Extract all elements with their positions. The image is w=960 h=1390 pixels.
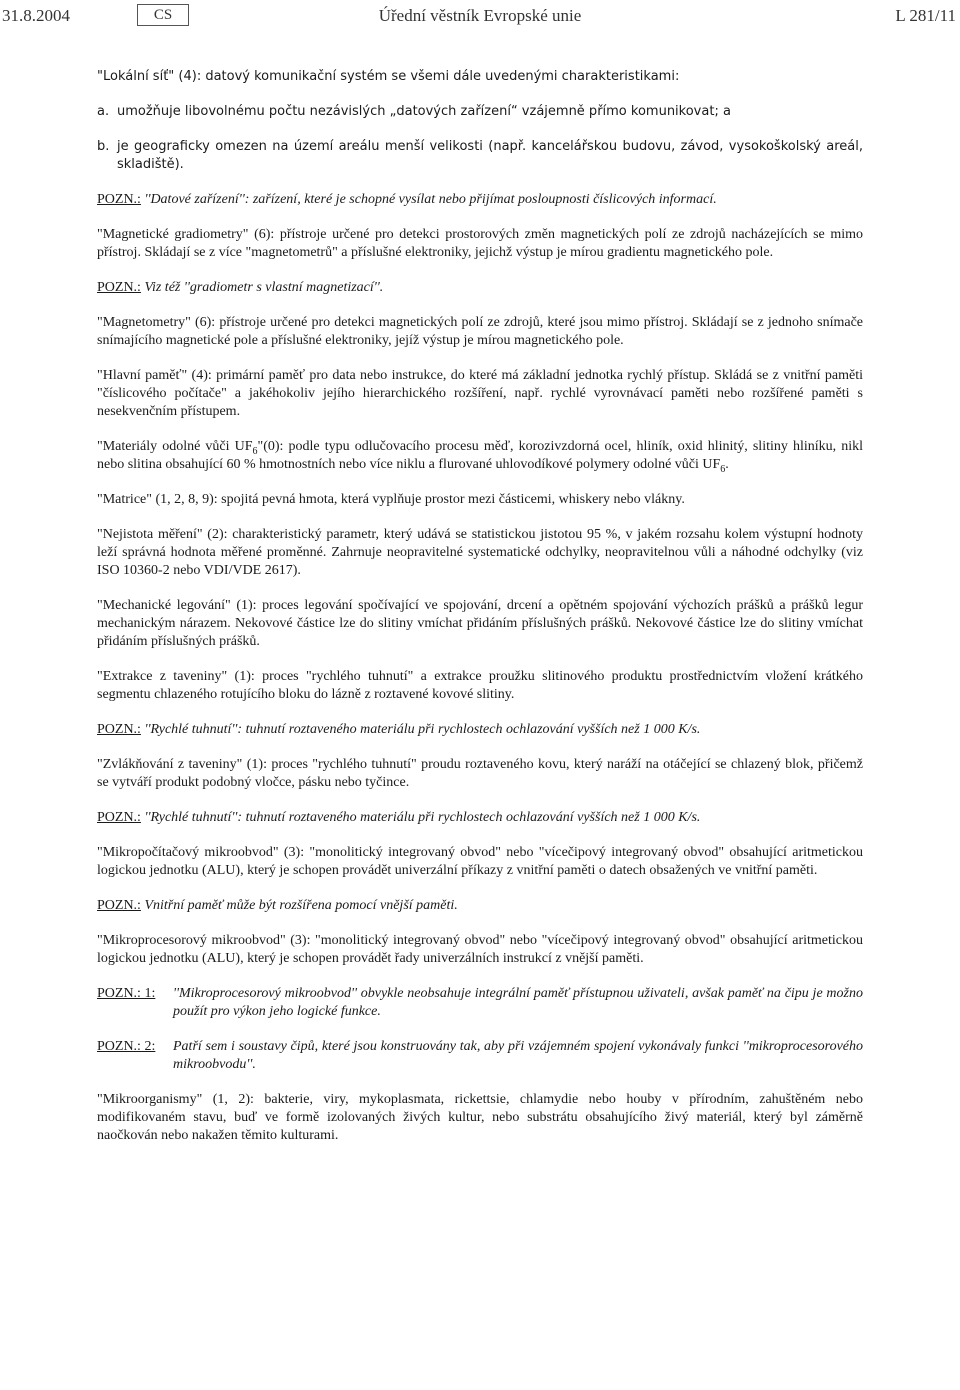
- note: [97, 191, 863, 209]
- header-date: 31.8.2004: [2, 6, 70, 25]
- note: [97, 985, 863, 1021]
- definition-uf6-resistant-materials: "Materiály odolné vůči $UF_6"(0)$: podle typu odlučovacího procesu měď, korozivzdorná ocel, hliník, oxid hlinitý, slitiny hliníku, nikl nebo slitina obsahující 60 % hmotnostních nebo více niklu a flurované uhlovodíkové polymery odolné vůči $UF_6$.: [97, 439, 863, 475]
- note-text: ''Mikroprocesorový mikroobvod'' obvykle neobsahuje integrální paměť přístupnou uživateli, avšak paměť na čipu je možno použít pro výkon jeho logické funkce.: [173, 986, 863, 1019]
- language-badge: CS: [137, 4, 189, 26]
- definition-matrix: "Matrice" (1, 2, 8, 9): spojitá pevná hmota, která vyplňuje prostor mezi částicemi, whiskery nebo vlákny.: [97, 492, 685, 507]
- note-label: POZN.:: [97, 192, 141, 207]
- note-label: POZN.:: [97, 810, 141, 825]
- list-text: umožňuje libovolnému počtu nezávislých „datových zařízení“ vzájemně přímo komunikovat; a: [117, 104, 731, 119]
- note-text: Viz též ''gradiometr s vlastní magnetizací''.: [140, 280, 384, 295]
- list-label: b.: [97, 139, 110, 154]
- note: [97, 809, 863, 827]
- note-label: POZN.:: [97, 722, 141, 737]
- journal-title: Úřední věstník Evropské unie: [378, 6, 582, 25]
- definition-mechanical-alloying: "Mechanické legování" (1): proces legování spočívající ve spojování, drcení a opětném spojování výchozích prášků a prášků legur mechanickým nárazem. Nekovové částice lze do slitiny vmíchat přidáním příslušných prášků. Nekovové částice lze do slitiny vmíchat přidáním příslušných prášků.: [97, 598, 863, 649]
- definition-microcomputer-microcircuit: "Mikropočítačový mikroobvod" (3): "monolitický integrovaný obvod" nebo "vícečipový integrovaný obvod" obsahující aritmetickou logickou jednotku (ALU), který je schopen provádět univerzální příkazy z vnitřní paměti o datech obsažených ve vnitřní paměti.: [97, 845, 863, 878]
- definition-magnetic-gradiometers: "Magnetické gradiometry" (6): přístroje určené pro detekci prostorových změn magnetických polí ze zdrojů nacházejících se mimo přístroj. Skládají se z více "magnetometrů" a příslušné elektroniky, jejichž výstup je mírou gradientu magnetického pole.: [97, 227, 863, 260]
- document-body: [97, 68, 863, 1162]
- page-reference: L 281/11: [895, 6, 956, 25]
- definition-melt-extraction: "Extrakce z taveniny" (1): proces "rychlého tuhnutí" a extrakce proužku slitinového produktu prostřednictvím vložení krátkého segmentu chlazeného rotujícího bloku do lázně z roztavené kovové slitiny.: [97, 669, 863, 702]
- definition-lan-intro: "Lokální síť" (4): datový komunikační systém se všemi dále uvedenými charakteristikami:: [97, 69, 680, 84]
- definition-microprocessor-microcircuit: "Mikroprocesorový mikroobvod" (3): "monolitický integrovaný obvod" nebo "vícečipový integrovaný obvod" obsahující aritmetickou logickou jednotku (ALU), který je schopen provádět řady univerzálních instrukcí z vnější paměti.: [97, 933, 863, 966]
- page-header: [0, 4, 960, 30]
- note-label: POZN.: 2:: [97, 1039, 156, 1054]
- list-label: a.: [97, 104, 110, 119]
- note-text: ''Rychlé tuhnutí'': tuhnutí roztaveného materiálu při rychlostech ochlazování vyšších než 1 000 K/s.: [140, 722, 701, 737]
- definition-microorganisms: "Mikroorganismy" (1, 2): bakterie, viry, mykoplasmata, rickettsie, chlamydie nebo houby v přírodním, zahuštěném nebo modifikovaném stavu, buď ve formě izolovaných živých kultur, nebo substrátu obsahujícího živý materiál, který byl záměrně naočkován nebo nakažen těmito kulturami.: [97, 1092, 863, 1143]
- note-text: ''Datové zařízení'': zařízení, které je schopné vysílat nebo přijímat posloupnosti číslicových informací.: [140, 192, 717, 207]
- note: [97, 279, 863, 297]
- note: [97, 1038, 863, 1074]
- note-text: Patří sem i soustavy čipů, které jsou konstruovány tak, aby při vzájemném spojení vykonávaly funkci ''mikroprocesorového mikroobvodu''.: [173, 1039, 863, 1072]
- note: [97, 721, 863, 739]
- definition-measurement-uncertainty: "Nejistota měření" (2): charakteristický parametr, který udává se statistickou jistotou 95 %, v jakém rozsahu kolem výstupní hodnoty leží správná hodnota měřené proměnné. Zahrnuje neopravitelné systematické odchylky, neopravitelnou vůli a náhodné odchylky (viz ISO 10360-2 nebo VDI/VDE 2617).: [97, 527, 863, 578]
- definition-main-memory: "Hlavní paměť" (4): primární paměť pro data nebo instrukce, do které má základní jednotka rychlý přístup. Skládá se z vnitřní paměti "číslicového počítače" a jakéhokoliv jejího hierarchického rozšíření, např. rychlé vyrovnávací paměti nebo rozšířené paměti s nesekvenčním přístupem.: [97, 368, 863, 419]
- definition-melt-spinning: "Zvlákňování z taveniny" (1): proces "rychlého tuhnutí" proudu roztaveného kovu, který naráží na otáčející se chlazený blok, přičemž se vytváří produkt podobný vločce, pásku nebo tyčince.: [97, 757, 863, 790]
- note-label: POZN.:: [97, 898, 141, 913]
- note-text: Vnitřní paměť může být rozšířena pomocí vnější paměti.: [140, 898, 458, 913]
- note: [97, 897, 863, 915]
- note-label: POZN.:: [97, 280, 141, 295]
- note-label: POZN.: 1:: [97, 986, 156, 1001]
- note-text: ''Rychlé tuhnutí'': tuhnutí roztaveného materiálu při rychlostech ochlazování vyšších než 1 000 K/s.: [140, 810, 701, 825]
- list-item: [97, 103, 863, 121]
- definition-magnetometers: "Magnetometry" (6): přístroje určené pro detekci magnetických polí ze zdrojů, které jsou mimo přístroj. Skládají se z jednoho snímače snímajícího magnetické pole a příslušné elektroniky, jejíž výstup je mírou magnetického pole.: [97, 315, 863, 348]
- list-item: [97, 138, 863, 174]
- list-text: je geograficky omezen na území areálu menší velikosti (např. kancelářskou budovu, závod, vysokoškolský areál, skladiště).: [117, 139, 863, 172]
